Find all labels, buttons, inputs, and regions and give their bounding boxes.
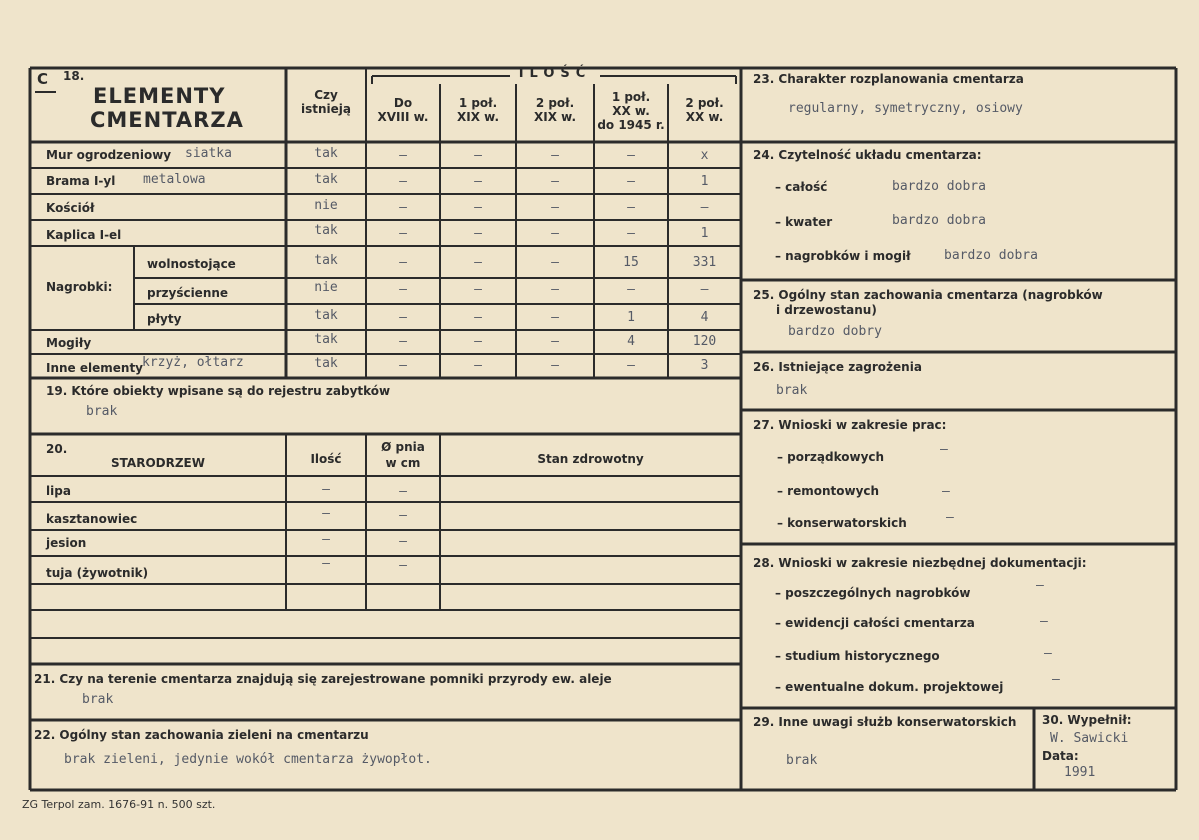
row-val: – [399,334,407,349]
section-c-letter: C [37,70,49,88]
row-val: 1 [700,226,709,241]
section-25-label-2: i drzewostanu) [776,303,877,317]
printer-imprint: ZG Terpol zam. 1676-91 n. 500 szt. [22,798,216,811]
period-col-4-b: XX w. [612,104,650,118]
diameter-header-1: Ø pnia [381,440,425,454]
period-col-4-a: 1 poł. [611,90,651,104]
row-note: krzyż, ołtarz [142,355,244,370]
tree-diameter: – [399,508,407,523]
section-28-item: – poszczególnych nagrobków [775,586,971,600]
row-val: – [474,226,482,241]
tree-diameter: – [399,558,407,573]
section-18-number: 18. [63,69,85,83]
section-29-label: 29. Inne uwagi służb konserwatorskich [753,715,1017,729]
tree-count: – [322,556,330,571]
section-24-value: bardzo dobra [892,213,986,228]
row-val: – [399,358,407,373]
section-28-label: 28. Wnioski w zakresie niezbędnej dokumentacji: [753,556,1087,570]
row-val: – [700,282,709,297]
tree-diameter: – [399,484,407,499]
row-val: 15 [623,255,639,270]
section-24-value: bardzo dobra [892,179,986,194]
section-27-value: – [946,510,954,525]
row-val: – [474,200,482,215]
section-20-number: 20. [46,442,68,456]
section-24-label: 24. Czytelność układu cmentarza: [753,148,982,162]
ilosc-column-header: Ilość [310,452,342,466]
section-27-value: – [940,442,948,457]
row-label: Brama I-yl [46,174,116,188]
section-23-label: 23. Charakter rozplanowania cmentarza [753,72,1024,86]
row-exists: tak [314,172,338,187]
section-24-value: bardzo dobra [944,248,1038,263]
row-val: x [700,148,709,163]
row-note: metalowa [143,172,206,187]
section-25-label-1: 25. Ogólny stan zachowania cmentarza (nagrobków [753,288,1103,302]
row-val: – [551,226,559,241]
section-21-answer: brak [82,692,114,707]
section-19-label: 19. Które obiekty wpisane są do rejestru zabytków [46,384,391,398]
date-label: Data: [1042,749,1079,763]
section-24-item: – kwater [775,215,833,229]
section-22-answer: brak zieleni, jedynie wokół cmentarza żywopłot. [64,752,432,767]
row-val: 3 [700,358,709,373]
row-val: – [474,282,482,297]
row-label: Kościół [46,201,95,215]
row-val: – [551,310,559,325]
row-exists: nie [314,198,338,213]
row-val: – [551,358,559,373]
tree-diameter: – [399,534,407,549]
row-exists: tak [314,253,338,268]
elements-title-line1: ELEMENTY [93,84,226,108]
row-val: – [474,148,482,163]
period-col-1-a: Do [393,96,413,110]
row-val: – [474,255,482,270]
tree-name: lipa [46,484,71,498]
row-val: – [627,174,635,189]
date-value: 1991 [1064,765,1096,780]
row-label: Mur ogrodzeniowy [46,148,172,162]
tree-name: jesion [46,536,87,550]
period-col-1-b: XVIII w. [377,110,429,124]
row-val: – [551,200,559,215]
period-col-5-a: 2 poł. [685,96,724,110]
row-val: – [627,200,635,215]
diameter-header-2: w cm [385,456,421,470]
tree-count: – [322,532,330,547]
row-val: – [627,226,635,241]
section-30-label: 30. Wypełnił: [1042,713,1132,727]
health-header: Stan zdrowotny [537,452,644,466]
section-24-item: – nagrobków i mogił [775,249,911,263]
row-label: Inne elementy [46,361,144,375]
row-val: – [627,148,635,163]
row-val: 4 [627,334,635,349]
period-col-5-b: XX w. [685,110,724,124]
period-col-3-a: 2 poł. [535,96,575,110]
section-22-label: 22. Ogólny stan zachowania zieleni na cmentarzu [34,728,369,742]
row-val: – [551,334,559,349]
row-val: 120 [692,334,717,349]
row-val: 331 [692,255,717,270]
row-val: – [551,148,559,163]
section-28-item: – ewidencji całości cmentarza [775,616,975,630]
row-val: – [551,174,559,189]
row-val: – [474,310,482,325]
tree-count: – [322,482,330,497]
section-28-value: – [1052,672,1060,687]
row-val: 4 [700,310,709,325]
row-sublabel: przyścienne [147,286,229,300]
filled-by-name: W. Sawicki [1050,731,1129,746]
row-val: – [551,282,559,297]
section-24-item: – całość [775,180,828,194]
section-28-value: – [1044,646,1052,661]
row-val: – [399,200,407,215]
row-val: – [399,148,407,163]
row-val: – [399,310,407,325]
section-27-item: – porządkowych [777,450,885,464]
section-25-answer: bardzo dobry [788,324,882,339]
section-26-label: 26. Istniejące zagrożenia [753,360,922,374]
section-23-answer: regularny, symetryczny, osiowy [788,101,1023,116]
row-val: – [627,358,635,373]
row-val: – [399,226,407,241]
row-exists: tak [314,146,338,161]
row-val: – [474,174,482,189]
row-sublabel: wolnostojące [147,257,236,271]
section-27-value: – [942,484,950,499]
section-27-label: 27. Wnioski w zakresie prac: [753,418,947,432]
row-sublabel: płyty [147,312,182,326]
section-28-item: – ewentualne dokum. projektowej [775,680,1004,694]
row-val: – [627,282,635,297]
section-19-answer: brak [86,404,118,419]
row-label: Mogiły [46,336,92,350]
row-val: – [399,255,407,270]
czy-istnieja-header-1: Czy [314,88,338,102]
period-col-2-b: XIX w. [456,110,500,124]
section-27-item: – konserwatorskich [777,516,907,530]
section-28-item: – studium historycznego [775,649,940,663]
section-21-label: 21. Czy na terenie cmentarza znajdują się zarejestrowane pomniki przyrody ew. aleje [34,672,612,686]
row-note: siatka [185,146,232,161]
row-val: – [399,282,407,297]
row-val: – [474,334,482,349]
period-col-3-b: XIX w. [533,110,577,124]
row-label: Kaplica I-el [46,228,122,242]
row-val: – [399,174,407,189]
section-28-value: – [1040,614,1048,629]
elements-title-line2: CMENTARZA [90,108,244,132]
tree-name: kasztanowiec [46,512,138,526]
row-exists: tak [314,223,338,238]
row-val: – [474,358,482,373]
row-val: 1 [627,310,635,325]
row-val: – [551,255,559,270]
row-exists: nie [314,280,338,295]
section-28-value: – [1036,578,1044,593]
row-exists: tak [314,332,338,347]
row-group-label: Nagrobki: [46,280,113,294]
period-col-2-a: 1 poł. [458,96,498,110]
tree-name: tuja (żywotnik) [46,566,149,580]
row-val: 1 [700,174,709,189]
row-exists: tak [314,356,338,371]
section-29-answer: brak [786,753,818,768]
section-26-answer: brak [776,383,808,398]
tree-count: – [322,506,330,521]
czy-istnieja-header-2: istnieją [301,102,351,116]
period-col-4-c: do 1945 r. [597,118,665,132]
section-27-item: – remontowych [777,484,880,498]
row-exists: tak [314,308,338,323]
row-val: – [700,200,709,215]
starodrzew-header: STARODRZEW [111,456,205,470]
ilosc-header: ILOŚĆ [518,66,592,81]
